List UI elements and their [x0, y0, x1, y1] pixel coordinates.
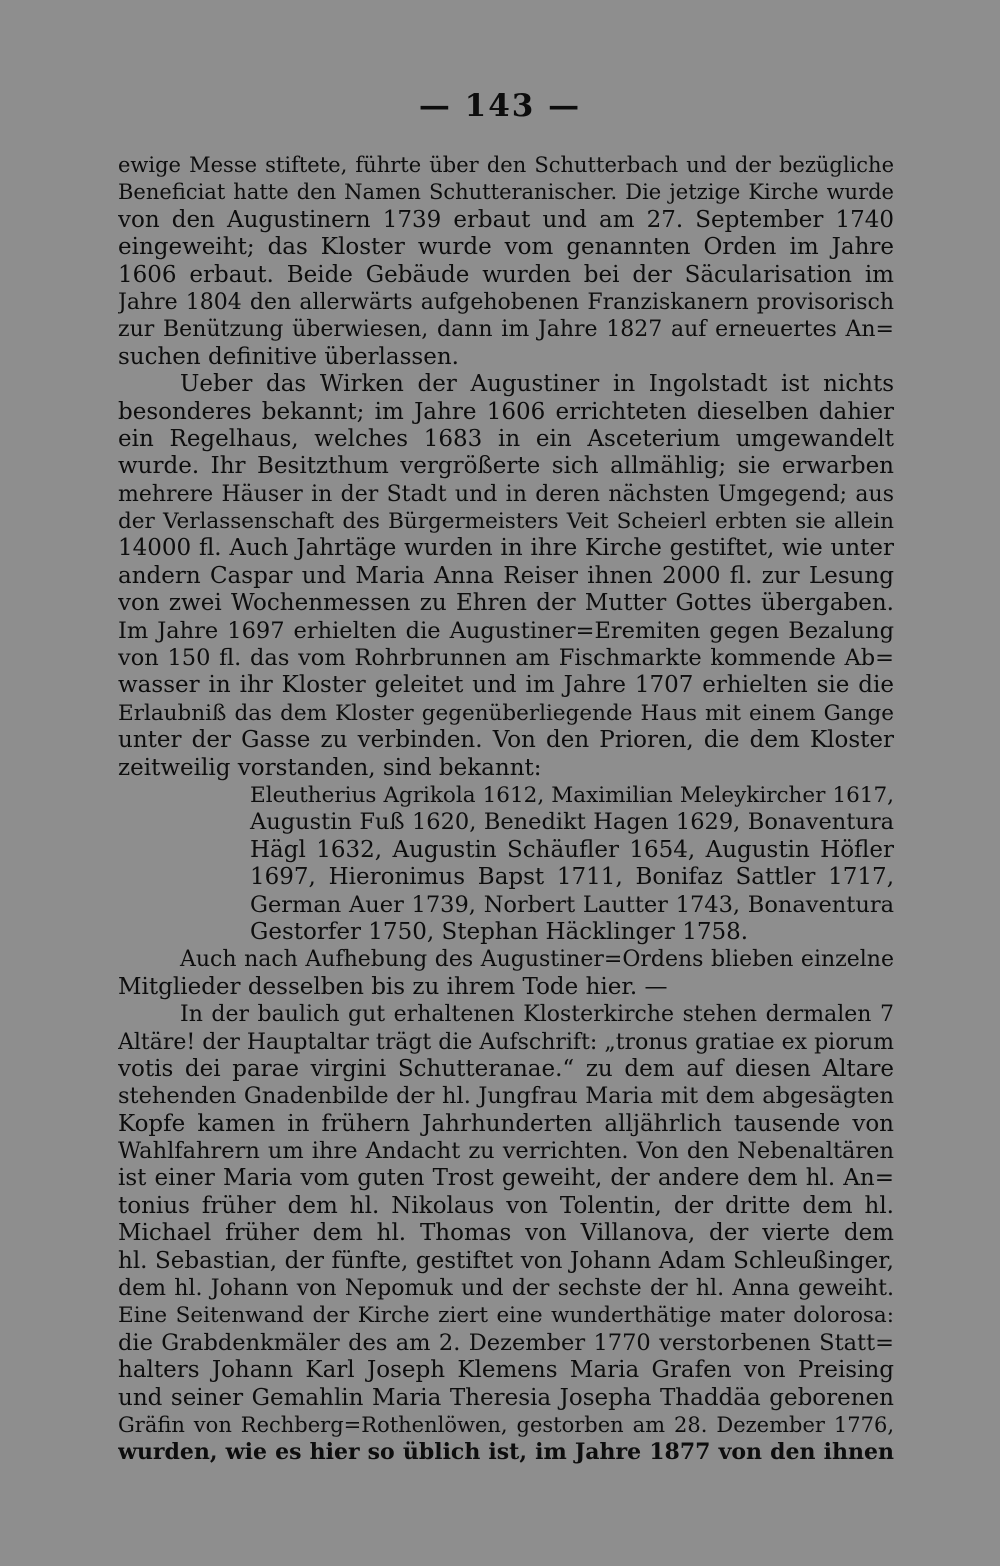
text-line: ewige Messe stiftete, führte über den Schutterbach und der bezügliche [118, 153, 894, 177]
text-line: eingeweiht; das Kloster wurde vom genannten Orden im Jahre [118, 234, 894, 261]
text-line: 1697, Hieronimus Bapst 1711, Bonifaz Sattler 1717, [250, 864, 894, 891]
page-body [118, 152, 894, 1467]
text-line: Gestorfer 1750, Stephan Häcklinger 1758. [250, 918, 749, 945]
text-line: votis dei parae virgini Schutteranae.“ zu dem auf diesen Altare [118, 1055, 894, 1082]
text-line: von zwei Wochenmessen zu Ehren der Mutter Gottes übergaben. [118, 590, 894, 617]
text-line: Eleutherius Agrikola 1612, Maximilian Meleykircher 1617, [250, 782, 894, 808]
text-line: Wahlfahrern um ihre Andacht zu verrichten. Von den Nebenaltären [118, 1138, 894, 1165]
text-line: andern Caspar und Maria Anna Reiser ihnen 2000 fl. zur Lesung [118, 562, 894, 589]
text-line: Ueber das Wirken der Augustiner in Ingolstadt ist nichts [180, 371, 894, 398]
text-line: Altäre! der Hauptaltar trägt die Aufschrift: „tronus gratiae ex piorum [118, 1029, 894, 1055]
text-line: tonius früher dem hl. Nikolaus von Tolentin, der dritte dem hl. [118, 1192, 894, 1219]
text-line: Erlaubniß das dem Kloster gegenüberliegende Haus mit einem Gange [118, 700, 894, 726]
page-number: — 143 — [418, 88, 582, 124]
text-line: von den Augustinern 1739 erbaut und am 27. September 1740 [118, 206, 894, 233]
text-line: Beneficiat hatte den Namen Schutteranischer. Die jetzige Kirche wurde [118, 180, 894, 205]
text-line: German Auer 1739, Norbert Lautter 1743, Bonaventura [250, 891, 894, 918]
text-line: Im Jahre 1697 erhielten die Augustiner=Eremiten gegen Bezalung [118, 617, 894, 644]
text-line: 1606 erbaut. Beide Gebäude wurden bei der Säcularisation im [118, 261, 894, 288]
text-line: Kopfe kamen in frühern Jahrhunderten alljährlich tausende von [118, 1110, 894, 1137]
text-line: unter der Gasse zu verbinden. Von den Prioren, die dem Kloster [118, 727, 894, 754]
text-line: wasser in ihr Kloster geleitet und im Jahre 1707 erhielten sie die [118, 672, 894, 699]
text-line: ist einer Maria vom guten Trost geweiht, der andere dem hl. An= [118, 1165, 894, 1192]
text-line: besonderes bekannt; im Jahre 1606 errichteten dieselben dahier [118, 398, 894, 425]
text-line: und seiner Gemahlin Maria Theresia Josepha Thaddäa geborenen [118, 1384, 894, 1411]
text-line: 14000 fl. Auch Jahrtäge wurden in ihre Kirche gestiftet, wie unter [118, 535, 894, 562]
text-line: mehrere Häuser in der Stadt und in deren nächsten Umgegend; aus [118, 481, 894, 507]
text-line: Eine Seitenwand der Kirche ziert eine wunderthätige mater dolorosa: [118, 1303, 894, 1329]
text-line: stehenden Gnadenbilde der hl. Jungfrau Maria mit dem abgesägten [118, 1083, 894, 1110]
text-line: suchen definitive überlassen. [118, 343, 459, 370]
text-line: zeitweilig vorstanden, sind bekannt: [118, 754, 542, 781]
text-line: hl. Sebastian, der fünfte, gestiftet von Johann Adam Schleußinger, [118, 1247, 894, 1274]
text-line: zur Benützung überwiesen, dann im Jahre 1827 auf erneuertes An= [118, 317, 894, 343]
text-line: dem hl. Johann von Nepomuk und der sechste der hl. Anna geweiht. [118, 1276, 894, 1302]
text-line: Michael früher dem hl. Thomas von Villanova, der vierte dem [118, 1220, 894, 1247]
text-line: die Grabdenkmäler des am 2. Dezember 1770 verstorbenen Statt= [118, 1329, 894, 1356]
text-line: der Verlassenschaft des Bürgermeisters Veit Scheierl erbten sie allein [118, 509, 894, 535]
text-line: Hägl 1632, Augustin Schäufler 1654, Augustin Höfler [250, 836, 894, 863]
text-line: Jahre 1804 den allerwärts aufgehobenen Franziskanern provisorisch [118, 289, 894, 315]
text-line: wurde. Ihr Besitzthum vergrößerte sich allmählig; sie erwarben [118, 453, 894, 480]
text-line: Mitglieder desselben bis zu ihrem Tode hier. — [118, 973, 668, 1000]
text-line: ein Regelhaus, welches 1683 in ein Asceterium umgewandelt [118, 425, 894, 452]
text-line: Gräfin von Rechberg=Rothenlöwen, gestorben am 28. Dezember 1776, [118, 1412, 894, 1437]
text-line: halters Johann Karl Joseph Klemens Maria Grafen von Preising [118, 1357, 894, 1384]
text-line: In der baulich gut erhaltenen Klosterkirche stehen dermalen 7 [180, 1002, 894, 1028]
text-line: von 150 fl. das vom Rohrbrunnen am Fischmarkte kommende Ab= [118, 645, 894, 672]
text-line: wurden, wie es hier so üblich ist, im Jahre 1877 von den ihnen [118, 1439, 894, 1466]
text-line: Auch nach Aufhebung des Augustiner=Ordens blieben einzelne [180, 947, 894, 973]
text-line: Augustin Fuß 1620, Benedikt Hagen 1629, Bonaventura [250, 809, 894, 836]
